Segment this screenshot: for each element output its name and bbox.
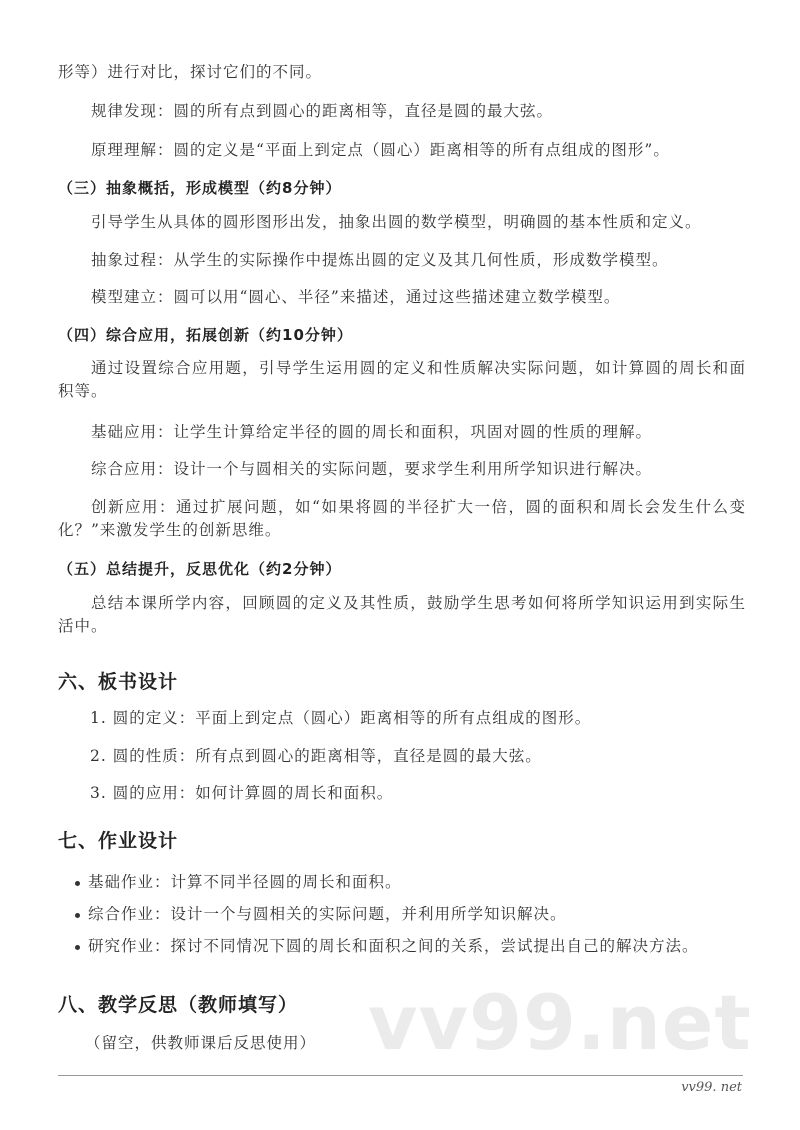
list-item-text: 基础作业：计算不同半径圆的周长和面积。 <box>88 873 402 891</box>
paragraph: 总结本课所学内容，回顾圆的定义及其性质，鼓励学生思考如何将所学知识运用到实际生活中。 <box>58 594 746 635</box>
footer-divider <box>58 1075 743 1076</box>
section-heading: 八、教学反思（教师填写） <box>58 994 299 1016</box>
paragraph: 综合应用：设计一个与圆相关的实际问题，要求学生利用所学知识进行解决。 <box>91 460 653 478</box>
paragraph: （留空，供教师课后反思使用） <box>85 1034 317 1052</box>
paragraph: 抽象过程：从学生的实际操作中提炼出圆的定义及其几何性质，形成数学模型。 <box>91 251 669 269</box>
section-heading: 六、板书设计 <box>58 671 179 693</box>
bullet-icon <box>75 945 80 950</box>
list-item: 2. 圆的性质：所有点到圆心的距离相等，直径是圆的最大弦。 <box>90 747 542 765</box>
list-item: 1. 圆的定义：平面上到定点（圆心）距离相等的所有点组成的图形。 <box>90 709 592 727</box>
paragraph: 规律发现：圆的所有点到圆心的距离相等，直径是圆的最大弦。 <box>91 102 554 120</box>
subsection-heading: （三）抽象概括，形成模型（约8分钟） <box>58 179 342 197</box>
paragraph: 创新应用：通过扩展问题，如“如果将圆的半径扩大一倍，圆的面积和周长会发生什么变化？”来激发学生的创新思维。 <box>58 498 746 539</box>
section-heading: 七、作业设计 <box>58 830 179 852</box>
list-item-text: 综合作业：设计一个与圆相关的实际问题，并利用所学知识解决。 <box>88 905 567 923</box>
list-item: 3. 圆的应用：如何计算圆的周长和面积。 <box>90 784 394 802</box>
paragraph: 通过设置综合应用题，引导学生运用圆的定义和性质解决实际问题，如计算圆的周长和面积等。 <box>58 359 746 400</box>
list-item <box>75 871 745 894</box>
list-item-text: 研究作业：探讨不同情况下圆的周长和面积之间的关系，尝试提出自己的解决方法。 <box>88 937 699 955</box>
paragraph: 基础应用：让学生计算给定半径的圆的周长和面积，巩固对圆的性质的理解。 <box>91 423 653 441</box>
list-item <box>75 903 745 926</box>
bullet-icon <box>75 881 80 886</box>
subsection-heading: （四）综合应用，拓展创新（约10分钟） <box>58 326 353 344</box>
watermark: vv99.net <box>368 978 752 1067</box>
paragraph: 引导学生从具体的圆形图形出发，抽象出圆的数学模型，明确圆的基本性质和定义。 <box>91 213 702 231</box>
bullet-icon <box>75 913 80 918</box>
paragraph: 原理理解：圆的定义是“平面上到定点（圆心）距离相等的所有点组成的图形”。 <box>91 141 670 159</box>
subsection-heading: （五）总结提升，反思优化（约2分钟） <box>58 560 342 578</box>
paragraph: 模型建立：圆可以用“圆心、半径”来描述，通过这些描述建立数学模型。 <box>91 288 621 306</box>
footer-text: vv99. net <box>681 1080 742 1095</box>
paragraph: 形等）进行对比，探讨它们的不同。 <box>58 63 323 81</box>
list-item <box>75 935 745 958</box>
